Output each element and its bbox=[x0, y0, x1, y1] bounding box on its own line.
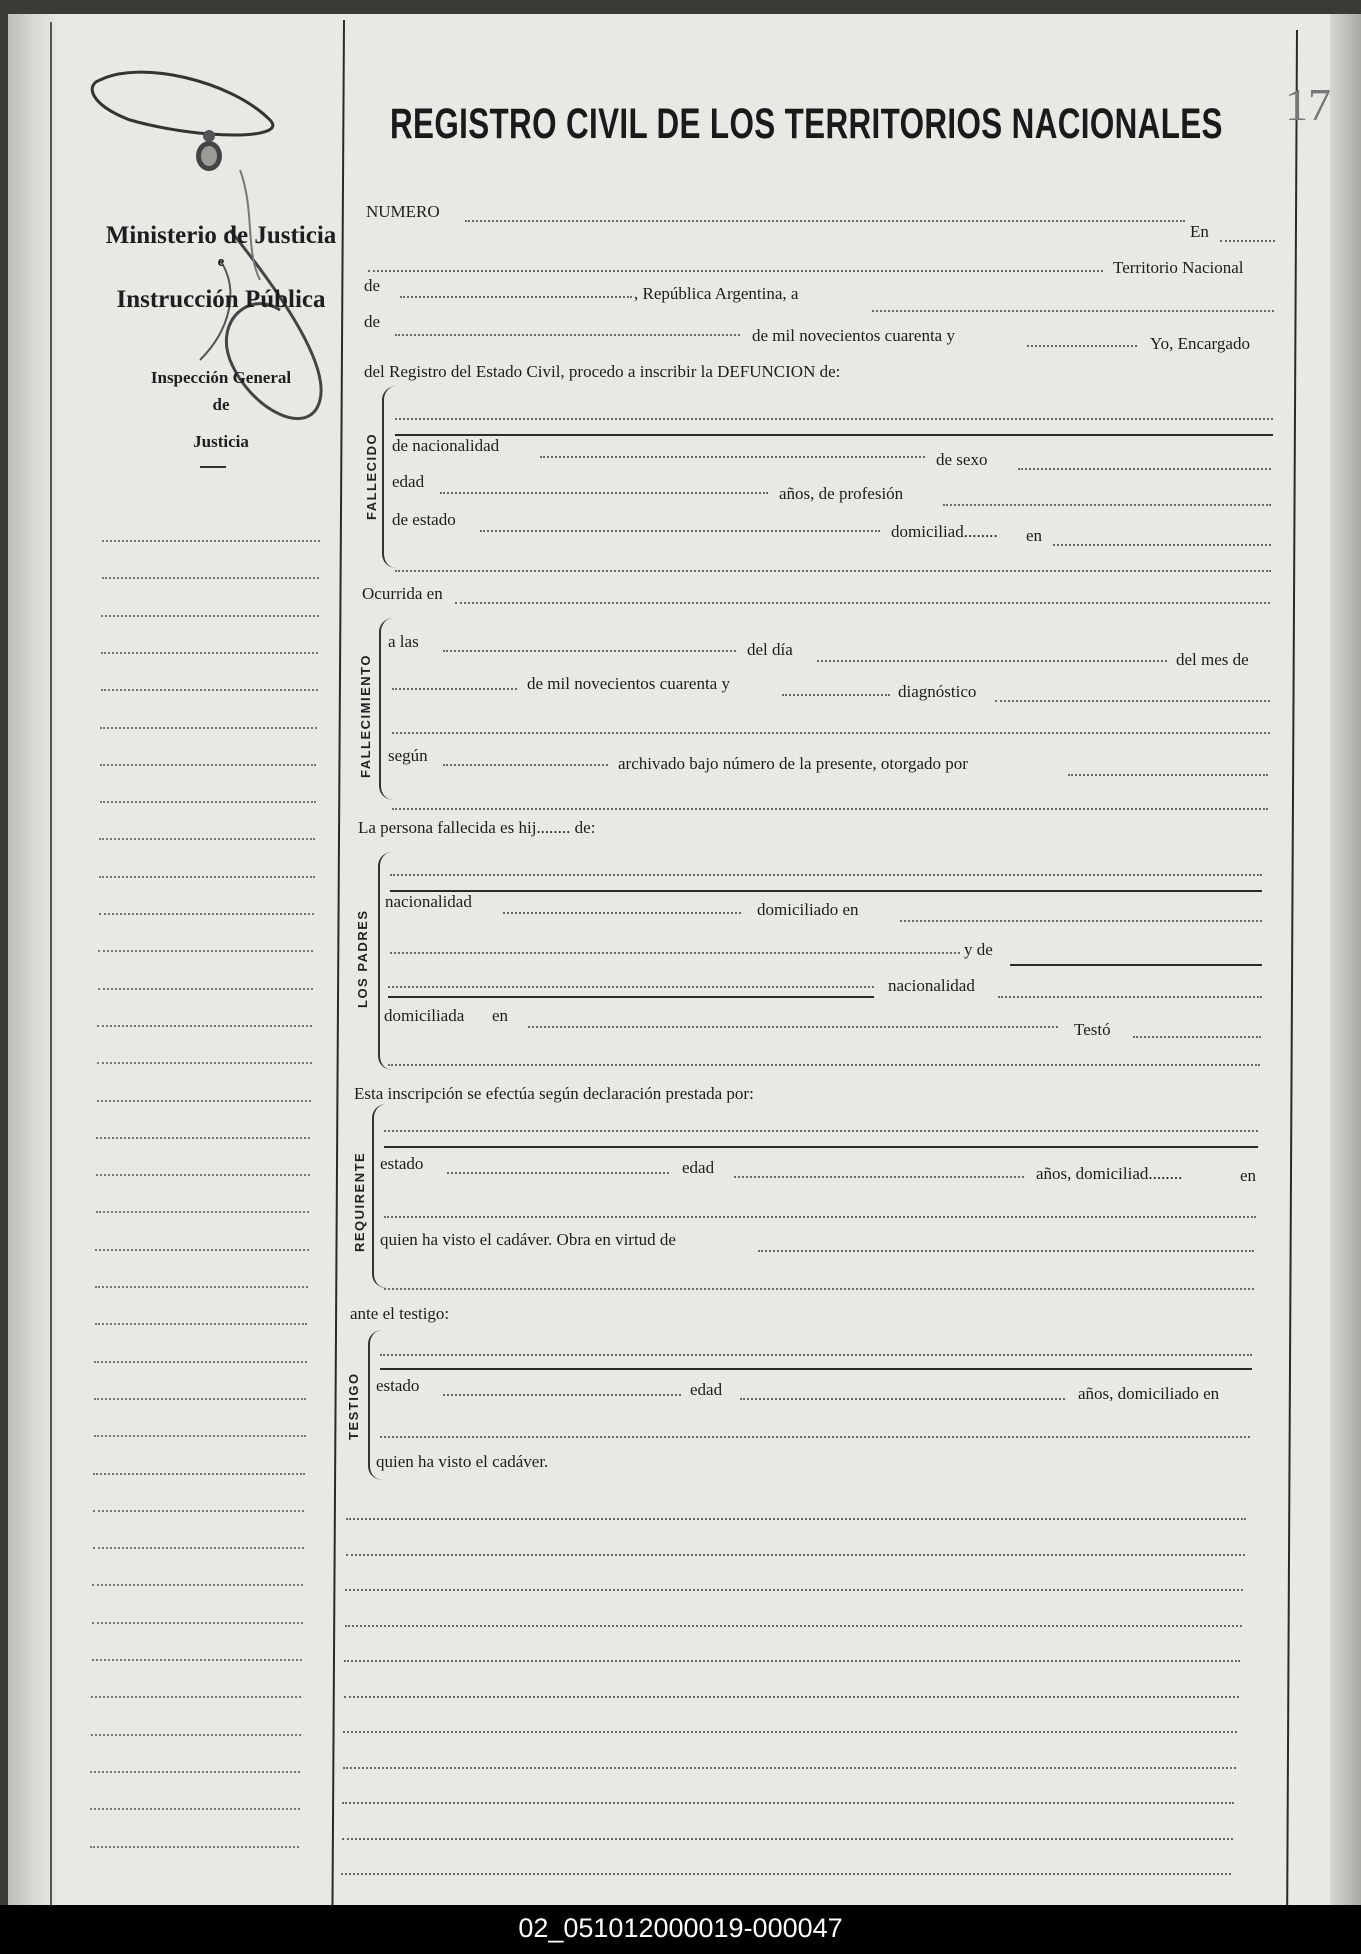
father-domicile-continued-field[interactable] bbox=[390, 952, 960, 954]
testigo-section-label: TESTIGO bbox=[346, 1372, 361, 1440]
numero-label: NUMERO bbox=[366, 202, 440, 221]
father-name-field[interactable] bbox=[390, 874, 1262, 876]
inspection-line1: Inspección General bbox=[150, 368, 292, 387]
margin-note-line[interactable] bbox=[91, 1696, 301, 1698]
margin-note-line[interactable] bbox=[99, 876, 315, 878]
declarant-authority-field[interactable] bbox=[758, 1250, 1254, 1252]
del-mes-label: del mes de bbox=[1176, 650, 1249, 669]
marital-status-field[interactable] bbox=[480, 530, 880, 532]
declarant-status-field[interactable] bbox=[447, 1172, 669, 1174]
observation-line[interactable] bbox=[343, 1731, 1237, 1733]
margin-note-line[interactable] bbox=[97, 1100, 311, 1102]
territorio-label: Territorio Nacional bbox=[1113, 258, 1244, 277]
nacionalidad-label: de nacionalidad bbox=[392, 436, 500, 455]
place-of-death-field[interactable] bbox=[455, 602, 1270, 604]
observation-line[interactable] bbox=[344, 1696, 1239, 1698]
mother-name-field[interactable] bbox=[388, 986, 874, 988]
domicile-field[interactable] bbox=[1053, 544, 1271, 546]
domiciliada-label: domiciliada bbox=[384, 1006, 465, 1025]
sex-field[interactable] bbox=[1018, 468, 1271, 470]
observation-line[interactable] bbox=[346, 1518, 1246, 1520]
mother-nationality-field[interactable] bbox=[998, 996, 1262, 998]
margin-note-line[interactable] bbox=[97, 1062, 312, 1064]
nationality-field[interactable] bbox=[540, 456, 925, 458]
mother-name-rule[interactable] bbox=[1010, 964, 1262, 966]
persona-hij-label: La persona fallecida es hij........ de: bbox=[358, 818, 596, 837]
date-month-field[interactable] bbox=[395, 334, 740, 336]
observation-line[interactable] bbox=[345, 1625, 1242, 1627]
margin-note-line[interactable] bbox=[91, 1734, 301, 1736]
margin-note-line[interactable] bbox=[95, 1323, 308, 1325]
declarant-authority-continued-field[interactable] bbox=[384, 1288, 1254, 1290]
archivado-label: archivado bajo número de la presente, otorgado por bbox=[618, 754, 968, 773]
en-field[interactable] bbox=[1220, 240, 1275, 242]
domicile-continued-field[interactable] bbox=[395, 570, 1271, 572]
certificate-field[interactable] bbox=[443, 764, 608, 766]
test-quien-label: quien ha visto el cadáver. bbox=[376, 1452, 549, 1471]
page-right-edge bbox=[1330, 14, 1361, 1905]
time-field[interactable] bbox=[443, 650, 736, 652]
page-gutter bbox=[8, 14, 56, 1905]
date-day-field[interactable] bbox=[872, 310, 1274, 312]
margin-note-line[interactable] bbox=[102, 577, 320, 579]
ante-testigo-label: ante el testigo: bbox=[350, 1304, 450, 1323]
anos-profesion-label: años, de profesión bbox=[779, 484, 904, 503]
witness-age-field[interactable] bbox=[740, 1398, 1065, 1400]
father-name-rule bbox=[390, 890, 1262, 892]
yo-encargado-label: Yo, Encargado bbox=[1150, 334, 1250, 353]
year-death-field[interactable] bbox=[782, 694, 890, 696]
test-edad-label: edad bbox=[690, 1380, 723, 1399]
profession-field[interactable] bbox=[943, 504, 1271, 506]
test-anos-domiciliado-label: años, domiciliado en bbox=[1078, 1384, 1220, 1403]
ocurrida-label: Ocurrida en bbox=[362, 584, 443, 603]
witness-name-field[interactable] bbox=[380, 1354, 1252, 1356]
issued-by-continued-field[interactable] bbox=[392, 808, 1268, 810]
domiciliad-label: domiciliad........ bbox=[891, 522, 998, 541]
observation-line[interactable] bbox=[345, 1589, 1243, 1591]
margin-note-line[interactable] bbox=[97, 1025, 312, 1027]
margin-note-line[interactable] bbox=[96, 1137, 310, 1139]
diagnostico-label: diagnóstico bbox=[898, 682, 977, 701]
observation-line[interactable] bbox=[343, 1767, 1236, 1769]
margin-note-line[interactable] bbox=[94, 1361, 307, 1363]
father-nationality-field[interactable] bbox=[503, 912, 741, 914]
witness-domicile-field[interactable] bbox=[380, 1436, 1250, 1438]
edad-label: edad bbox=[392, 472, 425, 491]
requirente-section-label: REQUIRENTE bbox=[352, 1151, 367, 1252]
observation-line[interactable] bbox=[341, 1873, 1231, 1875]
mother-domicile-field[interactable] bbox=[528, 1026, 1058, 1028]
witness-status-field[interactable] bbox=[443, 1394, 681, 1396]
declarant-domicile-field[interactable] bbox=[384, 1216, 1256, 1218]
locality-field[interactable] bbox=[368, 270, 1103, 272]
observation-line[interactable] bbox=[342, 1838, 1233, 1840]
declarant-age-field[interactable] bbox=[734, 1176, 1024, 1178]
madre-nacionalidad-label: nacionalidad bbox=[888, 976, 975, 995]
margin-note-line[interactable] bbox=[100, 727, 317, 729]
req-edad-label: edad bbox=[682, 1158, 715, 1177]
margin-note-line[interactable] bbox=[90, 1771, 300, 1773]
ministry-name-line1: Ministerio de Justicia bbox=[105, 222, 337, 249]
diagnosis-field[interactable] bbox=[995, 700, 1270, 702]
margin-note-line[interactable] bbox=[101, 615, 319, 617]
registro-label: del Registro del Estado Civil, procedo a inscribir la DEFUNCION de: bbox=[364, 362, 841, 381]
margin-note-line[interactable] bbox=[90, 1808, 300, 1810]
day-field[interactable] bbox=[817, 660, 1167, 662]
father-domicile-field[interactable] bbox=[900, 920, 1262, 922]
margin-note-line[interactable] bbox=[93, 1510, 305, 1512]
margin-note-line[interactable] bbox=[98, 950, 313, 952]
margin-note-line[interactable] bbox=[90, 1846, 299, 1848]
padres-section-label: LOS PADRES bbox=[355, 909, 370, 1008]
national-seal-icon bbox=[190, 128, 228, 178]
inspection-line3: Justicia bbox=[193, 432, 249, 451]
ministry-conjunction: e bbox=[217, 254, 225, 270]
margin-note-line[interactable] bbox=[92, 1622, 303, 1624]
padres-brace bbox=[378, 852, 392, 1070]
margin-note-line[interactable] bbox=[93, 1473, 305, 1475]
ministry-rule bbox=[200, 466, 226, 468]
margin-note-line[interactable] bbox=[96, 1174, 310, 1176]
territory-field[interactable] bbox=[400, 296, 632, 298]
margin-note-line[interactable] bbox=[101, 652, 318, 654]
republica-label: , República Argentina, a bbox=[634, 284, 799, 303]
declarant-name-rule bbox=[384, 1146, 1258, 1148]
margin-note-line[interactable] bbox=[92, 1584, 303, 1586]
margin-note-line[interactable] bbox=[95, 1249, 308, 1251]
margin-line-left bbox=[50, 22, 52, 1905]
diagnosis-continued-field[interactable] bbox=[392, 732, 1270, 734]
del-dia-label: del día bbox=[747, 640, 793, 659]
testo-label: Testó bbox=[1074, 1020, 1111, 1039]
margin-note-line[interactable] bbox=[92, 1659, 303, 1661]
margin-note-line[interactable] bbox=[99, 913, 315, 915]
de-label-2: de bbox=[364, 312, 381, 331]
observation-line[interactable] bbox=[342, 1802, 1234, 1804]
testament-continued-field[interactable] bbox=[388, 1064, 1260, 1066]
margin-note-line[interactable] bbox=[99, 838, 315, 840]
deceased-name-field[interactable] bbox=[395, 418, 1273, 420]
padre-nacionalidad-label: nacionalidad bbox=[385, 892, 472, 911]
margin-note-line[interactable] bbox=[94, 1435, 306, 1437]
margin-note-line[interactable] bbox=[98, 988, 313, 990]
testament-field[interactable] bbox=[1133, 1036, 1261, 1038]
observation-line[interactable] bbox=[344, 1660, 1240, 1662]
req-en-label: en bbox=[1240, 1166, 1257, 1185]
segun-label: según bbox=[388, 746, 428, 765]
document-title: REGISTRO CIVIL DE LOS TERRITORIOS NACIONALES bbox=[390, 100, 1223, 148]
month-field[interactable] bbox=[392, 688, 517, 690]
y-de-label: y de bbox=[964, 940, 993, 959]
sexo-label: de sexo bbox=[936, 450, 988, 469]
margin-note-line[interactable] bbox=[100, 764, 317, 766]
deceased-name-rule bbox=[395, 434, 1273, 436]
req-anos-domiciliad-label: años, domiciliad........ bbox=[1036, 1164, 1183, 1183]
page-number: 17 bbox=[1285, 79, 1331, 130]
estado-label: de estado bbox=[392, 510, 456, 529]
en-label: En bbox=[1190, 222, 1209, 241]
margin-note-line[interactable] bbox=[100, 801, 316, 803]
domiciliada-en-label: en bbox=[492, 1006, 509, 1025]
inscripcion-label: Esta inscripción se efectúa según declaración prestada por: bbox=[354, 1084, 754, 1103]
mil-label: de mil novecientos cuarenta y bbox=[752, 326, 955, 345]
inspection-line2: de bbox=[212, 395, 230, 414]
margin-note-line[interactable] bbox=[93, 1547, 304, 1549]
margin-note-line[interactable] bbox=[95, 1286, 308, 1288]
a-las-label: a las bbox=[388, 632, 419, 651]
de-label-1: de bbox=[364, 276, 381, 295]
image-id-caption: 02_051012000019-000047 bbox=[0, 1905, 1361, 1954]
domiciliado-en-label: domiciliado en bbox=[757, 900, 859, 919]
numero-field[interactable] bbox=[465, 220, 1185, 222]
req-estado-label: estado bbox=[380, 1154, 424, 1173]
fallecido-section-label: FALLECIDO bbox=[364, 432, 379, 520]
observation-line[interactable] bbox=[346, 1554, 1245, 1556]
mother-name-rule-2 bbox=[388, 996, 874, 998]
test-estado-label: estado bbox=[376, 1376, 420, 1395]
year-field[interactable] bbox=[1027, 345, 1137, 347]
margin-note-line[interactable] bbox=[102, 540, 320, 542]
margin-note-line[interactable] bbox=[94, 1398, 306, 1400]
declarant-name-field[interactable] bbox=[384, 1130, 1258, 1132]
margin-note-line[interactable] bbox=[101, 689, 318, 691]
age-field[interactable] bbox=[440, 492, 768, 494]
issued-by-field[interactable] bbox=[1068, 774, 1268, 776]
ministry-name-line2: Instrucción Pública bbox=[116, 286, 326, 313]
req-quien-label: quien ha visto el cadáver. Obra en virtud de bbox=[380, 1230, 676, 1249]
margin-note-line[interactable] bbox=[96, 1211, 310, 1213]
fallecimiento-section-label: FALLECIMIENTO bbox=[358, 654, 373, 778]
mil-label-fallecimiento: de mil novecientos cuarenta y bbox=[527, 674, 730, 693]
witness-name-rule bbox=[380, 1368, 1252, 1370]
en-label-fallecido: en bbox=[1026, 526, 1043, 545]
